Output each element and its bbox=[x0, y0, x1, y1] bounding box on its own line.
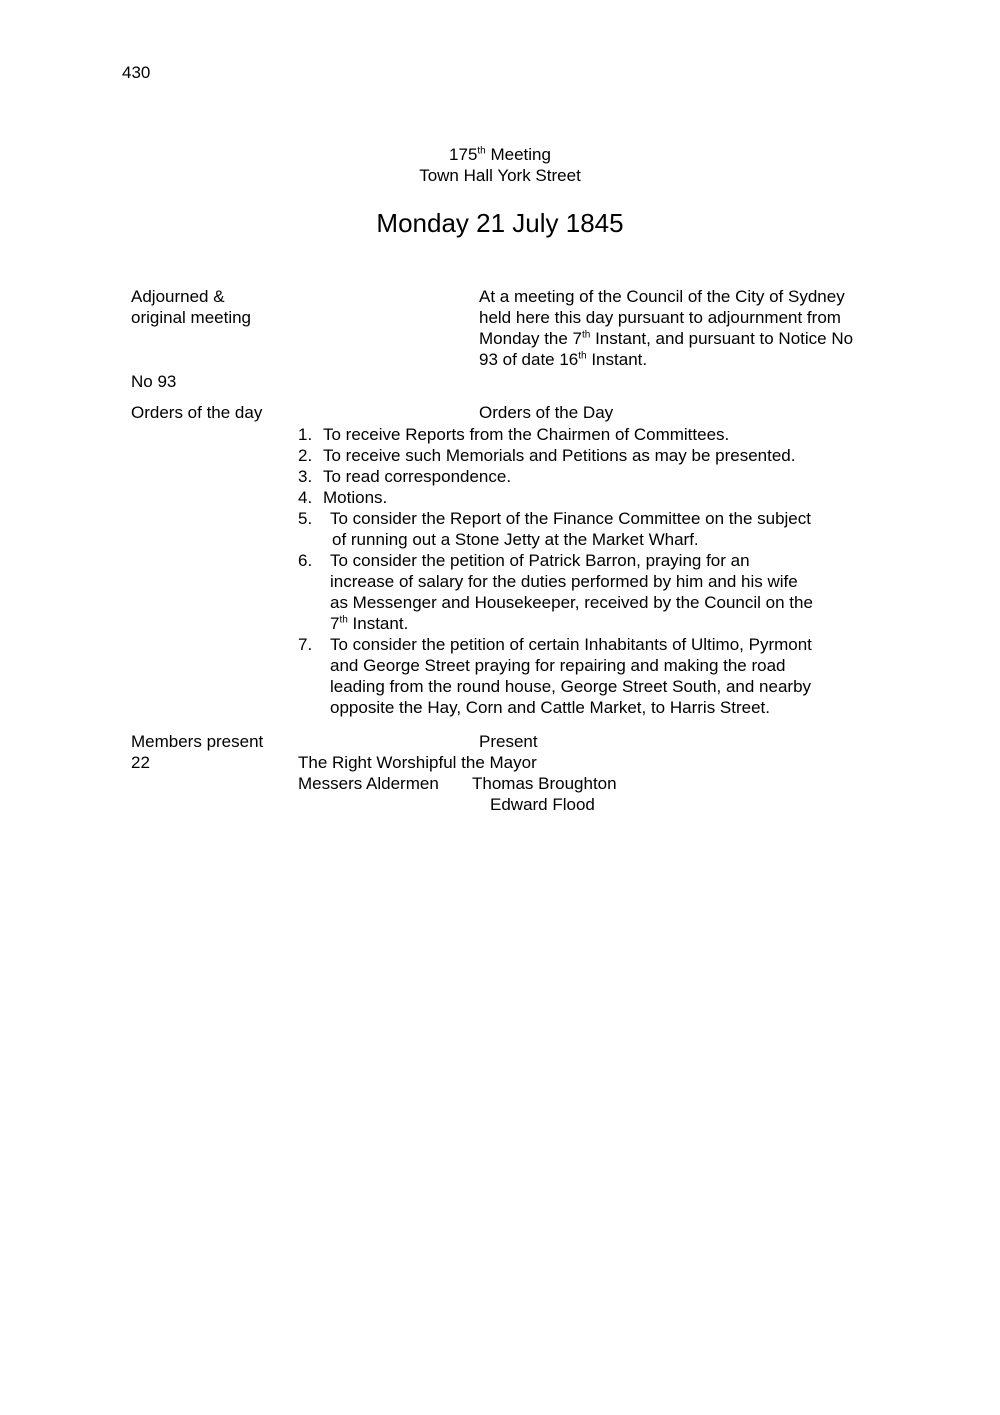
orders-heading: Orders of the Day bbox=[479, 403, 614, 422]
margin-note-original: original meeting bbox=[131, 308, 252, 327]
order-item-text: of running out a Stone Jetty at the Market Wharf. bbox=[332, 530, 699, 549]
alderman-name: Edward Flood bbox=[490, 795, 595, 814]
order-item-text: To receive such Memorials and Petitions as may be presented. bbox=[323, 446, 796, 465]
margin-note-adjourned: Adjourned & bbox=[131, 287, 225, 306]
adjourned-body-line: 93 of date 16th Instant. bbox=[479, 350, 648, 369]
meeting-date: Monday 21 July 1845 bbox=[376, 208, 624, 238]
adjourned-body-line: held here this day pursuant to adjournment from bbox=[479, 308, 841, 327]
aldermen-label: Messers Aldermen bbox=[298, 774, 439, 793]
alderman-name: Thomas Broughton bbox=[472, 774, 617, 793]
order-item-text: increase of salary for the duties performed by him and his wife bbox=[330, 572, 798, 591]
order-item-number: 7. bbox=[298, 635, 313, 654]
order-item-text: To consider the petition of certain Inhabitants of Ultimo, Pyrmont bbox=[330, 635, 812, 654]
order-item-text: leading from the round house, George Street South, and nearby bbox=[330, 677, 812, 696]
margin-note-ref: No 93 bbox=[131, 372, 177, 391]
order-item-number: 2. bbox=[298, 446, 313, 465]
venue: Town Hall York Street bbox=[419, 166, 581, 185]
order-item-text: To consider the petition of Patrick Barron, praying for an bbox=[330, 551, 750, 570]
mayor-line: The Right Worshipful the Mayor bbox=[298, 753, 537, 772]
order-item-number: 3. bbox=[298, 467, 313, 486]
order-item-text: To consider the Report of the Finance Committee on the subject bbox=[330, 509, 811, 528]
adjourned-body-line: At a meeting of the Council of the City of Sydney bbox=[479, 287, 845, 306]
members-count: 22 bbox=[131, 753, 150, 772]
order-item-text: Motions. bbox=[323, 488, 388, 507]
order-item-number: 1. bbox=[298, 425, 313, 444]
order-item-number: 5. bbox=[298, 509, 313, 528]
adjourned-body-line: Monday the 7th Instant, and pursuant to Notice No bbox=[479, 329, 854, 348]
order-item-text: 7th Instant. bbox=[330, 614, 409, 633]
order-item-text: and George Street praying for repairing and making the road bbox=[330, 656, 786, 675]
meeting-number: 175th Meeting bbox=[449, 145, 551, 164]
page-number: 430 bbox=[122, 63, 151, 82]
margin-note-members: Members present bbox=[131, 732, 264, 751]
order-item-number: 4. bbox=[298, 488, 313, 507]
order-item-number: 6. bbox=[298, 551, 313, 570]
margin-note-orders: Orders of the day bbox=[131, 403, 263, 422]
order-item-text: To read correspondence. bbox=[323, 467, 512, 486]
order-item-text: opposite the Hay, Corn and Cattle Market, to Harris Street. bbox=[330, 698, 770, 717]
present-heading: Present bbox=[479, 732, 538, 751]
order-item-text: as Messenger and Housekeeper, received by the Council on the bbox=[330, 593, 813, 612]
order-item-text: To receive Reports from the Chairmen of Committees. bbox=[323, 425, 730, 444]
